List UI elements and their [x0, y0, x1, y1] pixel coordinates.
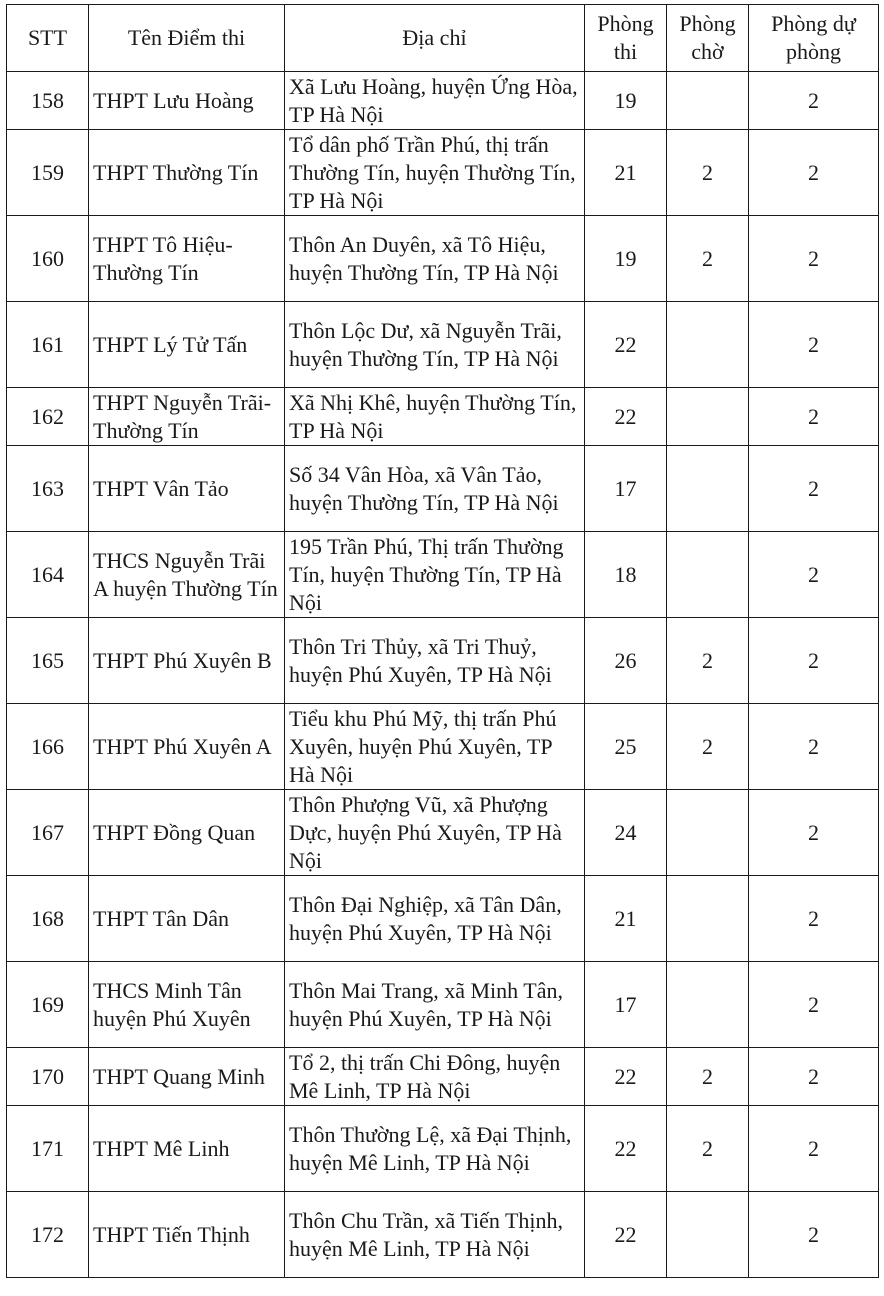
header-ten-diem-thi: Tên Điểm thi	[89, 5, 285, 72]
cell-ten-diem-thi: THPT Phú Xuyên A	[89, 704, 285, 790]
cell-phong-cho: 2	[667, 130, 749, 216]
table-row	[7, 72, 879, 130]
cell-phong-cho	[667, 790, 749, 876]
cell-phong-du-phong: 2	[749, 216, 879, 302]
header-phong-cho: Phòng chờ	[667, 5, 749, 72]
cell-phong-cho	[667, 302, 749, 388]
cell-phong-thi: 18	[585, 532, 667, 618]
cell-dia-chi: Thôn Đại Nghiệp, xã Tân Dân, huyện Phú Xuyên, TP Hà Nội	[285, 876, 585, 962]
cell-dia-chi: Thôn Tri Thủy, xã Tri Thuỷ, huyện Phú Xuyên, TP Hà Nội	[285, 618, 585, 704]
cell-phong-cho: 2	[667, 216, 749, 302]
cell-phong-du-phong: 2	[749, 704, 879, 790]
table-row	[7, 216, 879, 302]
cell-ten-diem-thi: THPT Vân Tảo	[89, 446, 285, 532]
cell-ten-diem-thi: THPT Nguyễn Trãi-Thường Tín	[89, 388, 285, 446]
cell-ten-diem-thi: THPT Lý Tử Tấn	[89, 302, 285, 388]
cell-dia-chi: Tổ dân phố Trần Phú, thị trấn Thường Tín, huyện Thường Tín, TP Hà Nội	[285, 130, 585, 216]
table-row	[7, 1048, 879, 1106]
cell-dia-chi: Thôn An Duyên, xã Tô Hiệu, huyện Thường Tín, TP Hà Nội	[285, 216, 585, 302]
cell-phong-thi: 24	[585, 790, 667, 876]
cell-stt: 166	[7, 704, 89, 790]
cell-stt: 163	[7, 446, 89, 532]
cell-dia-chi: Thôn Chu Trần, xã Tiến Thịnh, huyện Mê Linh, TP Hà Nội	[285, 1192, 585, 1278]
cell-phong-thi: 17	[585, 446, 667, 532]
header-phong-du-phong: Phòng dự phòng	[749, 5, 879, 72]
cell-phong-thi: 21	[585, 130, 667, 216]
cell-dia-chi: Thôn Phượng Vũ, xã Phượng Dực, huyện Phú Xuyên, TP Hà Nội	[285, 790, 585, 876]
cell-phong-thi: 19	[585, 216, 667, 302]
table-header	[7, 5, 879, 72]
cell-stt: 172	[7, 1192, 89, 1278]
cell-ten-diem-thi: THPT Tân Dân	[89, 876, 285, 962]
cell-stt: 171	[7, 1106, 89, 1192]
cell-ten-diem-thi: THCS Minh Tân huyện Phú Xuyên	[89, 962, 285, 1048]
cell-stt: 167	[7, 790, 89, 876]
cell-phong-thi: 26	[585, 618, 667, 704]
cell-phong-cho: 2	[667, 1106, 749, 1192]
cell-ten-diem-thi: THPT Quang Minh	[89, 1048, 285, 1106]
cell-phong-du-phong: 2	[749, 618, 879, 704]
table-row	[7, 446, 879, 532]
table-row	[7, 130, 879, 216]
cell-phong-du-phong: 2	[749, 1106, 879, 1192]
cell-phong-thi: 25	[585, 704, 667, 790]
table-row	[7, 790, 879, 876]
cell-stt: 160	[7, 216, 89, 302]
cell-dia-chi: Tổ 2, thị trấn Chi Đông, huyện Mê Linh, TP Hà Nội	[285, 1048, 585, 1106]
cell-dia-chi: Số 34 Vân Hòa, xã Vân Tảo, huyện Thường Tín, TP Hà Nội	[285, 446, 585, 532]
cell-phong-du-phong: 2	[749, 72, 879, 130]
cell-ten-diem-thi: THPT Tiến Thịnh	[89, 1192, 285, 1278]
exam-sites-table-container	[6, 4, 878, 1278]
cell-stt: 164	[7, 532, 89, 618]
cell-ten-diem-thi: THPT Tô Hiệu-Thường Tín	[89, 216, 285, 302]
cell-phong-cho	[667, 876, 749, 962]
cell-phong-du-phong: 2	[749, 876, 879, 962]
cell-phong-thi: 22	[585, 1106, 667, 1192]
cell-phong-du-phong: 2	[749, 532, 879, 618]
header-stt: STT	[7, 5, 89, 72]
header-dia-chi: Địa chỉ	[285, 5, 585, 72]
table-row	[7, 704, 879, 790]
cell-stt: 162	[7, 388, 89, 446]
table-row	[7, 302, 879, 388]
cell-phong-du-phong: 2	[749, 1048, 879, 1106]
cell-dia-chi: Tiểu khu Phú Mỹ, thị trấn Phú Xuyên, huyện Phú Xuyên, TP Hà Nội	[285, 704, 585, 790]
cell-phong-cho: 2	[667, 1048, 749, 1106]
cell-stt: 169	[7, 962, 89, 1048]
header-phong-thi: Phòng thi	[585, 5, 667, 72]
cell-stt: 170	[7, 1048, 89, 1106]
cell-phong-du-phong: 2	[749, 790, 879, 876]
cell-phong-thi: 17	[585, 962, 667, 1048]
cell-phong-du-phong: 2	[749, 962, 879, 1048]
cell-ten-diem-thi: THPT Mê Linh	[89, 1106, 285, 1192]
cell-stt: 159	[7, 130, 89, 216]
table-row	[7, 1192, 879, 1278]
cell-ten-diem-thi: THPT Đồng Quan	[89, 790, 285, 876]
cell-stt: 168	[7, 876, 89, 962]
cell-phong-cho	[667, 446, 749, 532]
table-row	[7, 1106, 879, 1192]
cell-dia-chi: Thôn Mai Trang, xã Minh Tân, huyện Phú Xuyên, TP Hà Nội	[285, 962, 585, 1048]
cell-phong-du-phong: 2	[749, 302, 879, 388]
table-row	[7, 962, 879, 1048]
cell-phong-cho	[667, 1192, 749, 1278]
cell-phong-cho: 2	[667, 618, 749, 704]
cell-phong-du-phong: 2	[749, 446, 879, 532]
cell-phong-cho: 2	[667, 704, 749, 790]
table-row	[7, 618, 879, 704]
cell-stt: 161	[7, 302, 89, 388]
cell-phong-du-phong: 2	[749, 1192, 879, 1278]
cell-dia-chi: 195 Trần Phú, Thị trấn Thường Tín, huyện Thường Tín, TP Hà Nội	[285, 532, 585, 618]
cell-dia-chi: Xã Lưu Hoàng, huyện Ứng Hòa, TP Hà Nội	[285, 72, 585, 130]
cell-phong-cho	[667, 72, 749, 130]
cell-ten-diem-thi: THCS Nguyễn Trãi A huyện Thường Tín	[89, 532, 285, 618]
exam-sites-table	[6, 4, 879, 1278]
table-row	[7, 532, 879, 618]
cell-stt: 158	[7, 72, 89, 130]
header-row	[7, 5, 879, 72]
table-row	[7, 388, 879, 446]
table-row	[7, 876, 879, 962]
cell-phong-du-phong: 2	[749, 388, 879, 446]
table-body	[7, 72, 879, 1278]
cell-phong-cho	[667, 388, 749, 446]
cell-stt: 165	[7, 618, 89, 704]
cell-phong-cho	[667, 532, 749, 618]
cell-ten-diem-thi: THPT Thường Tín	[89, 130, 285, 216]
cell-dia-chi: Thôn Thường Lệ, xã Đại Thịnh, huyện Mê Linh, TP Hà Nội	[285, 1106, 585, 1192]
cell-phong-du-phong: 2	[749, 130, 879, 216]
cell-phong-thi: 22	[585, 1048, 667, 1106]
cell-dia-chi: Xã Nhị Khê, huyện Thường Tín, TP Hà Nội	[285, 388, 585, 446]
cell-ten-diem-thi: THPT Phú Xuyên B	[89, 618, 285, 704]
cell-phong-cho	[667, 962, 749, 1048]
cell-phong-thi: 19	[585, 72, 667, 130]
cell-phong-thi: 22	[585, 388, 667, 446]
cell-ten-diem-thi: THPT Lưu Hoàng	[89, 72, 285, 130]
cell-dia-chi: Thôn Lộc Dư, xã Nguyễn Trãi, huyện Thường Tín, TP Hà Nội	[285, 302, 585, 388]
cell-phong-thi: 21	[585, 876, 667, 962]
cell-phong-thi: 22	[585, 1192, 667, 1278]
cell-phong-thi: 22	[585, 302, 667, 388]
